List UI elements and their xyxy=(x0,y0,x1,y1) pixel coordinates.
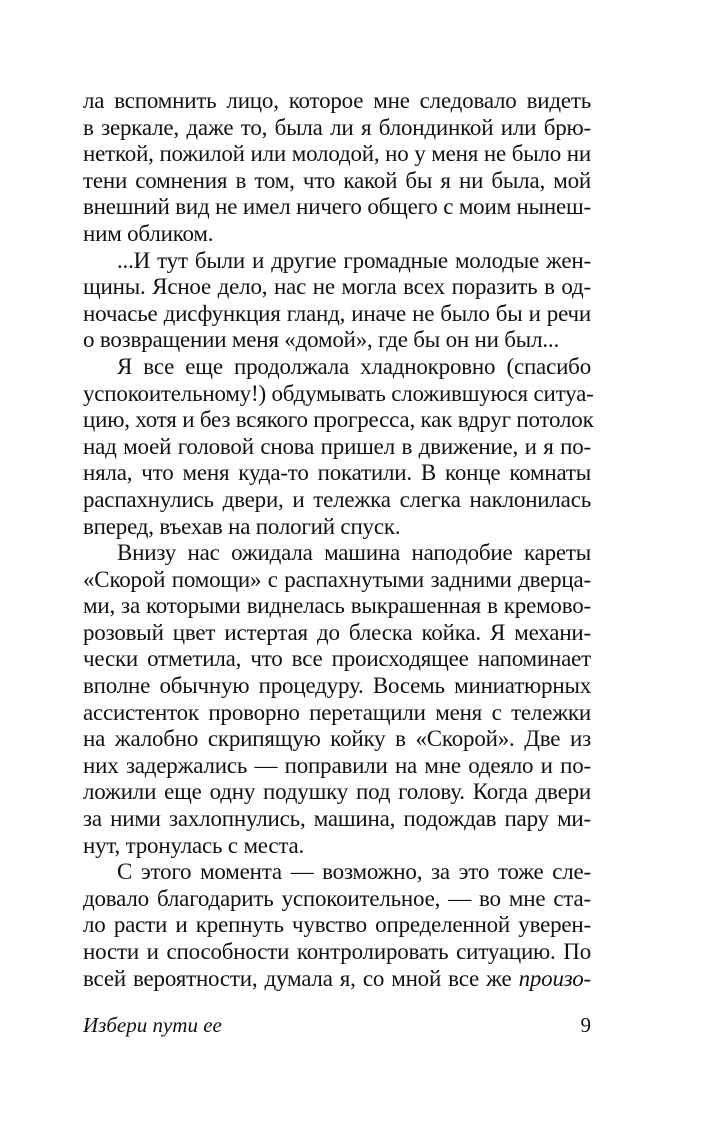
text-line: неткой, пожилой или молодой, но у меня не было ни xyxy=(83,141,591,167)
text-line: внешний вид не имел ничего общего с моим нынеш- xyxy=(83,194,591,220)
text-line: ности и способности контролировать ситуацию. По xyxy=(83,939,591,964)
text-line: ...И тут были и другие громадные молодые жен- xyxy=(117,247,591,273)
text-line: ним обликом. xyxy=(83,220,214,246)
text-line: щины. Ясное дело, нас не могла всех поразить в од- xyxy=(83,274,591,300)
text-line: ми, за которыми виднелась выкрашенная в кремово- xyxy=(83,593,591,619)
text-line: С этого момента — возможно, за это тоже сле- xyxy=(117,859,591,885)
text-line: ночасье дисфункция гланд, иначе не было бы и речи xyxy=(83,300,591,326)
text-line: на жалобно скрипящую койку в «Скорой». Две из xyxy=(83,726,591,752)
text-line: над моей головой снова пришел в движение, и я по- xyxy=(83,433,591,459)
page-number: 9 xyxy=(580,1013,591,1037)
text-line: успокоительному!) обдумывать сложившуюся ситуа- xyxy=(83,380,594,406)
text-line: ложили еще одну подушку под голову. Когда двери xyxy=(83,779,591,805)
text-line: в зеркале, даже то, была ли я блондинкой или брю- xyxy=(83,114,591,140)
text-line: «Скорой помощи» с распахнутыми задними дверца- xyxy=(83,566,591,592)
text-line: Внизу нас ожидала машина наподобие кареты xyxy=(117,540,591,566)
text-line: распахнулись двери, и тележка слегка наклонилась xyxy=(83,486,591,512)
text-line: ло расти и крепнуть чувство определенной уверен- xyxy=(83,912,591,938)
text-line: вполне обычную процедуру. Восемь миниатюрных xyxy=(83,673,591,699)
text-line: всей вероятности, думала я, со мной все же произо- xyxy=(83,965,591,991)
text-line: них задержались — поправили на мне одеяло и по- xyxy=(83,752,591,778)
text-line: ла вспомнить лицо, которое мне следовало видеть xyxy=(83,88,591,113)
text-line: за ними захлопнулись, машина, подождав пару ми- xyxy=(83,806,591,832)
text-line: нут, тронулась с места. xyxy=(83,832,305,858)
text-line: цию, хотя и без всякого прогресса, как вдруг потолок xyxy=(83,407,594,433)
running-title: Избери пути ее xyxy=(83,1013,222,1037)
text-line: розовый цвет истертая до блеска койка. Я механи- xyxy=(83,619,591,645)
page-body xyxy=(83,88,594,992)
page-footer xyxy=(83,1012,591,1038)
text-line: вперед, въехав на пологий спуск. xyxy=(83,513,401,539)
text-line: ассистенток проворно перетащили меня с тележки xyxy=(83,699,591,725)
text-line: Я все еще продолжала хладнокровно (спасибо xyxy=(117,353,591,379)
text-line: тени сомнения в том, что какой бы я ни была, мой xyxy=(83,167,591,193)
italic-word: произо- xyxy=(518,965,591,991)
text-line: довало благодарить успокоительное, — во мне ста- xyxy=(83,885,591,911)
text-line: о возвращении меня «домой», где бы он ни был... xyxy=(83,327,559,353)
text-line: няла, что меня куда-то покатили. В конце комнаты xyxy=(83,460,591,486)
text-line: чески отметила, что все происходящее напоминает xyxy=(83,646,591,672)
